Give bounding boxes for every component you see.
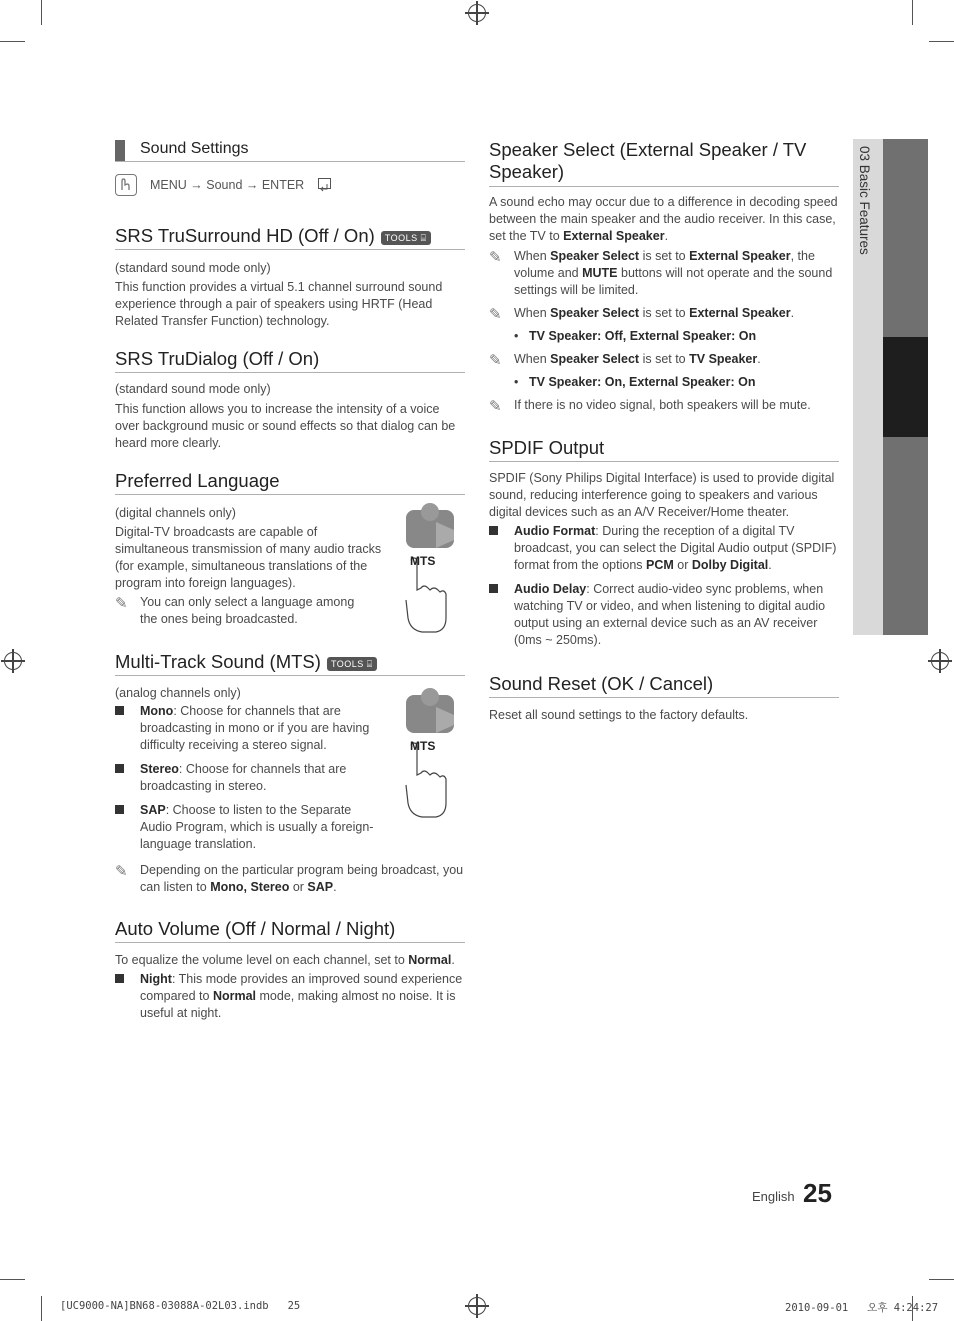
- mts-item-stereo: [115, 761, 380, 795]
- item-term: SAP: [140, 803, 166, 817]
- note-text: Depending on the particular program being broadcast, you can listen to Mono, Stereo or SAP.: [140, 863, 464, 894]
- note-text: If there is no video signal, both speakers will be mute.: [514, 398, 811, 412]
- crop-mark: [41, 1296, 42, 1321]
- note-pencil-icon: ✎: [489, 352, 502, 369]
- note-pencil-icon: ✎: [115, 595, 128, 612]
- section-header: [115, 140, 465, 162]
- crop-mark: [41, 0, 42, 25]
- tools-badge-label: TOOLS: [384, 232, 418, 243]
- remote-mts-hand-icon: [400, 500, 460, 635]
- item-text: Night: This mode provides an improved sound experience compared to Normal mode, making almost no noise. It is useful at night.: [140, 972, 463, 1020]
- item-desc: : Choose for channels that are broadcasting in stereo.: [140, 762, 347, 793]
- note-text: When Speaker Select is set to External Speaker.: [514, 306, 795, 320]
- tools-badge-label: TOOLS: [330, 658, 364, 669]
- description: Reset all sound settings to the factory defaults.: [489, 708, 749, 722]
- speaker-select-section: [489, 139, 839, 245]
- mode-note: (standard sound mode only): [115, 382, 271, 396]
- section-header-bar: [115, 140, 125, 162]
- print-file-info: [UC9000-NA]BN68-03088A-02L03.indb 25: [60, 1300, 301, 1312]
- spdif-section: [489, 437, 839, 521]
- chapter-label: 03 Basic Features: [857, 146, 872, 255]
- remote-label: MTS: [410, 554, 436, 568]
- note: [489, 351, 839, 368]
- note-pencil-icon: ✎: [489, 398, 502, 415]
- crop-mark: [0, 41, 25, 42]
- note-pencil-icon: ✎: [489, 249, 502, 266]
- item-text: [140, 802, 380, 853]
- sound-reset-section: [489, 673, 839, 724]
- auto-volume-section: [115, 918, 465, 969]
- print-timestamp: 2010-09-01 오후 4:24:27: [785, 1302, 939, 1314]
- crop-mark: [929, 41, 954, 42]
- list-item: [514, 374, 839, 391]
- item-text: [140, 703, 380, 754]
- registration-mark-icon: [468, 1297, 486, 1315]
- srs-trusurround-section: [115, 225, 465, 330]
- chapter-tab-block: [883, 437, 928, 635]
- bullet-square-icon: [115, 974, 124, 983]
- bullet-square-icon: [115, 764, 124, 773]
- mts-item-mono: [115, 703, 380, 754]
- registration-mark-icon: [4, 652, 22, 670]
- speaker-select-title: Speaker Select (External Speaker / TV Speaker): [489, 139, 807, 182]
- description: SPDIF (Sony Philips Digital Interface) is used to provide digital sound, reducing interference going to speakers and various digital devices such as an A/V Receiver/Home theater.: [489, 471, 835, 519]
- registration-mark-icon: [931, 652, 949, 670]
- mode-note: (digital channels only): [115, 506, 236, 520]
- list-item: [514, 328, 839, 345]
- srs-trudialog-section: [115, 348, 465, 452]
- item-text: TV Speaker: Off, External Speaker: On: [529, 329, 757, 343]
- srs-trusurround-title: SRS TruSurround HD (Off / On): [115, 225, 375, 246]
- item-term: Mono: [140, 704, 174, 718]
- auto-volume-title: Auto Volume (Off / Normal / Night): [115, 918, 396, 939]
- bullet-square-icon: [115, 706, 124, 715]
- mts-note: [115, 862, 465, 896]
- chapter-tab-block: [883, 139, 928, 337]
- heading-row: [489, 139, 839, 187]
- item-text: Audio Format: During the reception of a digital TV broadcast, you can select the Digital Audio output (SPDIF) format from the options PCM or Dolby Digital.: [514, 524, 837, 572]
- mode-note: (analog channels only): [115, 686, 241, 700]
- heading-row: [115, 348, 465, 373]
- description: To equalize the volume level on each channel, set to Normal.: [115, 953, 455, 967]
- note-pencil-icon: ✎: [115, 863, 128, 880]
- spdif-item-audio-delay: [489, 581, 839, 649]
- heading-row: [115, 470, 465, 495]
- note-text: When Speaker Select is set to External Speaker, the volume and MUTE buttons will not operate and the sound settings will be limited.: [514, 249, 833, 297]
- description: This function provides a virtual 5.1 channel surround sound experience through a pair of speakers using HRTF (Head Related Transfer Function) technology.: [115, 280, 443, 328]
- auto-volume-item-night: [115, 971, 465, 1022]
- chapter-tab-active-block: [883, 337, 928, 437]
- item-desc: : Choose to listen to the Separate Audio Program, which is usually a foreign-language translation.: [140, 803, 374, 851]
- item-text: [140, 761, 380, 795]
- heading-row: [115, 225, 465, 250]
- sound-reset-title: Sound Reset (OK / Cancel): [489, 673, 714, 694]
- description: A sound echo may occur due to a difference in decoding speed between the main speaker and the audio receiver. In this case, set the TV to External Speaker.: [489, 195, 838, 243]
- heading-row: [115, 918, 465, 943]
- page-number: 25: [803, 1178, 832, 1208]
- mts-title: Multi-Track Sound (MTS): [115, 651, 321, 672]
- note-pencil-icon: ✎: [489, 306, 502, 323]
- heading-row: [115, 651, 465, 676]
- tools-badge-icon: TOOLS ⌸: [381, 231, 431, 245]
- note-text: You can only select a language among the ones being broadcasted.: [140, 595, 355, 626]
- item-text: TV Speaker: On, External Speaker: On: [529, 375, 756, 389]
- tools-badge-icon: TOOLS ⌸: [327, 657, 377, 671]
- preferred-language-title: Preferred Language: [115, 470, 280, 491]
- divider: [115, 161, 465, 162]
- item-desc: : Choose for channels that are broadcasting in mono or if you are having difficulty receiving a stereo signal.: [140, 704, 370, 752]
- note: [489, 397, 839, 414]
- mts-item-sap: [115, 802, 380, 853]
- crop-mark: [912, 0, 913, 25]
- remote-mts-hand-icon: [400, 685, 460, 820]
- crop-mark: [929, 1279, 954, 1280]
- srs-trudialog-title: SRS TruDialog (Off / On): [115, 348, 320, 369]
- spdif-title: SPDIF Output: [489, 437, 605, 458]
- note: [115, 594, 375, 628]
- menu-path: MENU → Sound → ENTER: [150, 178, 305, 192]
- section-title: Sound Settings: [140, 140, 249, 157]
- remote-label: MTS: [410, 739, 436, 753]
- registration-mark-icon: [468, 4, 486, 22]
- note: [489, 248, 839, 299]
- hand-menu-icon: [115, 174, 137, 196]
- enter-icon: [318, 178, 331, 189]
- note: [489, 305, 839, 322]
- bullet-square-icon: [489, 526, 498, 535]
- item-term: Stereo: [140, 762, 179, 776]
- bullet-dot-icon: •: [514, 375, 519, 389]
- spdif-item-audio-format: [489, 523, 839, 574]
- bullet-square-icon: [489, 584, 498, 593]
- bullet-dot-icon: •: [514, 329, 519, 343]
- footer-language: English: [752, 1189, 795, 1204]
- bullet-square-icon: [115, 805, 124, 814]
- crop-mark: [0, 1279, 25, 1280]
- heading-row: [489, 437, 839, 462]
- mode-note: (standard sound mode only): [115, 261, 271, 275]
- note-text: When Speaker Select is set to TV Speaker.: [514, 352, 761, 366]
- description: Digital-TV broadcasts are capable of simultaneous transmission of many audio tracks (for example, simultaneous translations of the program into foreign languages).: [115, 525, 382, 590]
- heading-row: [489, 673, 839, 698]
- item-text: Audio Delay: Correct audio-video sync problems, when watching TV or video, and when listening to digital audio output using an external device such as an AV receiver (0ms ~ 250ms).: [514, 582, 826, 647]
- description: This function allows you to increase the intensity of a voice over background music or sound effects so that dialog can be heard more clearly.: [115, 402, 456, 450]
